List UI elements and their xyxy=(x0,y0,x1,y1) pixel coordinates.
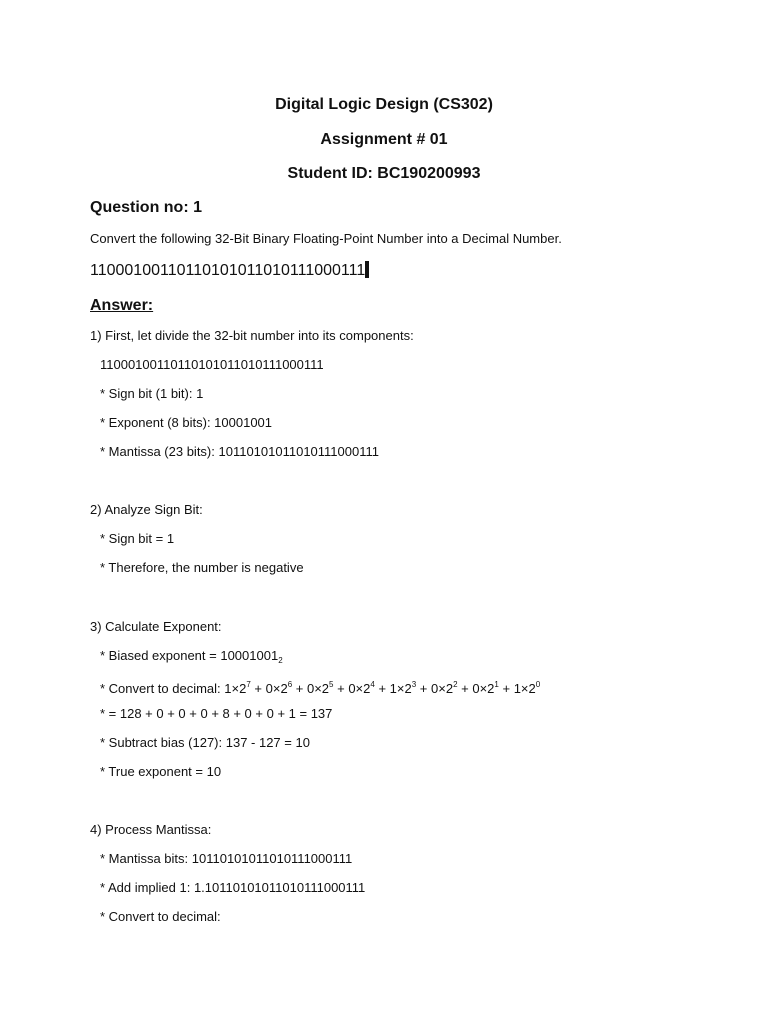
exponent-superscript: 3 xyxy=(411,680,417,689)
step3-biased-text: * Biased exponent = 10001001 xyxy=(100,648,279,663)
exponent-superscript: 7 xyxy=(246,680,251,689)
step2-negative: * Therefore, the number is negative xyxy=(100,560,304,575)
power-term: 0×2 xyxy=(472,681,495,696)
plus-sign: + xyxy=(457,681,473,696)
answer-heading: Answer: xyxy=(90,297,154,314)
exponent-superscript: 0 xyxy=(535,680,541,689)
plus-sign: + xyxy=(374,681,390,696)
step1-mantissa: * Mantissa (23 bits): 10110101011010111000111 xyxy=(100,444,379,459)
exponent-superscript: 2 xyxy=(453,680,458,689)
power-term: 1×2 xyxy=(389,681,412,696)
step1-binary: 11000100110110101011010111000111 xyxy=(100,357,324,372)
exponent-superscript: 1 xyxy=(494,680,499,689)
step2-sign-bit: * Sign bit = 1 xyxy=(100,531,175,546)
step3-convert xyxy=(100,676,540,698)
base-subscript: 2 xyxy=(278,656,283,665)
question-prompt: Convert the following 32-Bit Binary Floating-Point Number into a Decimal Number. xyxy=(90,231,562,246)
step3-subtract-bias: * Subtract bias (127): 137 - 127 = 10 xyxy=(100,735,310,750)
step3-sum: * = 128 + 0 + 0 + 0 + 8 + 0 + 0 + 1 = 137 xyxy=(100,706,333,721)
power-term: 1×2 xyxy=(224,681,247,696)
exponent-superscript: 6 xyxy=(287,680,293,689)
step1-sign-bit: * Sign bit (1 bit): 1 xyxy=(100,386,204,401)
step2-title: 2) Analyze Sign Bit: xyxy=(90,502,203,517)
step3-convert-label: * Convert to decimal: xyxy=(100,681,225,696)
student-id: Student ID: BC190200993 xyxy=(287,165,481,182)
step3-biased-exponent xyxy=(100,647,283,670)
step3-true-exponent: * True exponent = 10 xyxy=(100,764,222,779)
plus-sign: + xyxy=(498,681,514,696)
step4-title: 4) Process Mantissa: xyxy=(90,822,212,837)
step4-mantissa-bits: * Mantissa bits: 10110101011010111000111 xyxy=(100,851,353,866)
question-binary[interactable] xyxy=(90,261,369,281)
question-binary-text: 11000100110110101011010111000111 xyxy=(90,262,366,279)
power-term: 0×2 xyxy=(265,681,288,696)
power-term: 1×2 xyxy=(513,681,536,696)
step3-title: 3) Calculate Exponent: xyxy=(90,619,222,634)
power-term: 0×2 xyxy=(348,681,371,696)
course-title: Digital Logic Design (CS302) xyxy=(275,96,493,113)
plus-sign: + xyxy=(292,681,307,696)
step4-convert: * Convert to decimal: xyxy=(100,909,221,924)
step1-title: 1) First, let divide the 32-bit number into its components: xyxy=(90,328,414,343)
exponent-superscript: 5 xyxy=(329,680,334,689)
text-cursor xyxy=(365,261,369,278)
plus-sign: + xyxy=(333,681,349,696)
power-term: 0×2 xyxy=(306,681,330,696)
plus-sign: + xyxy=(416,681,431,696)
assignment-title: Assignment # 01 xyxy=(320,131,448,148)
step1-exponent: * Exponent (8 bits): 10001001 xyxy=(100,415,273,430)
plus-sign: + xyxy=(250,681,266,696)
power-series xyxy=(224,681,540,696)
exponent-superscript: 4 xyxy=(370,680,375,689)
power-term: 0×2 xyxy=(431,681,454,696)
step4-implied-one: * Add implied 1: 1.10110101011010111000111 xyxy=(100,880,366,895)
question-heading: Question no: 1 xyxy=(90,199,202,216)
